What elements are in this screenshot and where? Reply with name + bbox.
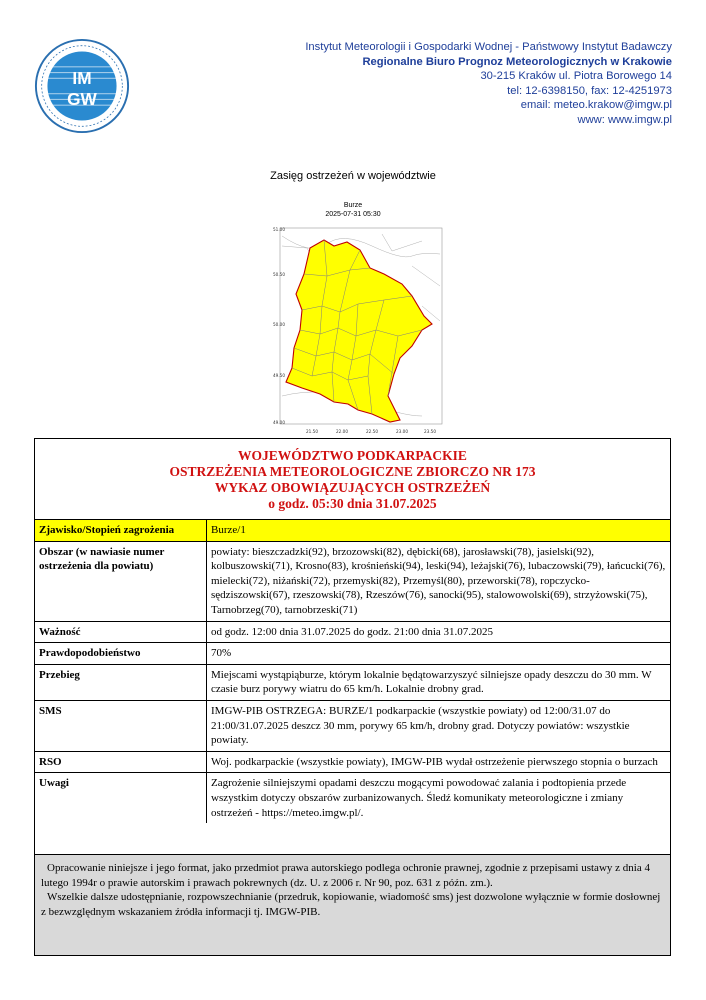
row-label: RSO [35, 751, 207, 773]
org-website: www: www.imgw.pl [577, 113, 672, 126]
row-value: od godz. 12:00 dnia 31.07.2025 do godz. 21:00 dnia 31.07.2025 [207, 621, 671, 643]
warning-table [35, 519, 670, 823]
organization-header [305, 40, 672, 128]
table-row [35, 643, 670, 665]
y-tick: 51.00 [273, 227, 285, 232]
report-heading [35, 439, 670, 519]
org-name: Instytut Meteorologii i Gospodarki Wodnej - Państwowy Instytut Badawczy [305, 41, 672, 53]
row-label: Zjawisko/Stopień zagrożenia [35, 520, 207, 542]
x-tick: 23.00 [396, 429, 408, 434]
x-tick: 21.50 [306, 429, 318, 434]
map-phenomenon: Burze [343, 202, 363, 209]
y-tick: 50.50 [273, 272, 285, 277]
table-row [35, 520, 670, 542]
map-title: Zasięg ostrzeżeń w województwie [270, 170, 436, 182]
warning-map [272, 226, 444, 438]
y-tick: 49.00 [273, 420, 285, 425]
redistribution-paragraph: Wszelkie dalsze udostępnianie, rozpowszechnianie (przedruk, kopiowanie, wiadomość sms) jest dozwolone wyłącznie w formie dosłownej z bezwzględnym wskazaniem źródła informacji tj. IMGW-PIB. [41, 891, 661, 918]
x-tick: 22.50 [366, 429, 378, 434]
report-number: OSTRZEŻENIA METEOROLOGICZNE ZBIORCZO NR 173 [169, 464, 536, 479]
row-value: 70% [207, 643, 671, 665]
copyright-notice [35, 854, 670, 955]
svg-text:IM: IM [72, 68, 92, 89]
x-tick: 22.00 [336, 429, 348, 434]
row-value: IMGW-PIB OSTRZEGA: BURZE/1 podkarpackie (wszystkie powiaty) od 12:00/31.07 do 21:00/31.07.2025 deszcz 30 mm, porywy 65 km/h, drobny grad. Dotyczy powiatów: wszystkie powiaty. [207, 700, 671, 751]
row-value: Burze/1 [207, 520, 671, 542]
row-value: Woj. podkarpackie (wszystkie powiaty), IMGW-PIB wydał ostrzeżenie pierwszego stopnia o burzach [207, 751, 671, 773]
row-value: powiaty: bieszczadzki(92), brzozowski(82), dębicki(68), jarosławski(78), jasielski(92), kolbuszowski(71), Krosno(83), krośnieński(94), leski(94), leżajski(76), lubaczowski(79), łańcucki(76), mielecki(72), niżański(72), przemyski(82), Przemyśl(80), przeworski(78), ropczycko-sędziszowski(67), rzeszowski(78), Rzeszów(76), sanocki(95), stalowowolski(69), strzyżowski(75), Tarnobrzeg(70), tarnobrzeski(71) [207, 541, 671, 621]
report-subtitle: WYKAZ OBOWIĄZUJĄCYCH OSTRZEŻEŃ [214, 480, 491, 495]
imgw-logo [34, 38, 130, 134]
table-row [35, 700, 670, 751]
row-label: Obszar (w nawiasie numer ostrzeżenia dla powiatu) [35, 541, 207, 621]
x-tick: 23.50 [424, 429, 436, 434]
warning-report [34, 438, 671, 956]
row-label: Przebieg [35, 664, 207, 700]
row-label: Ważność [35, 621, 207, 643]
map-subtitle [0, 201, 706, 219]
table-row [35, 541, 670, 621]
org-address: 30-215 Kraków ul. Piotra Borowego 14 [480, 70, 672, 83]
row-label: Uwagi [35, 773, 207, 823]
region-title: WOJEWÓDZTWO PODKARPACKIE [238, 448, 467, 463]
table-row [35, 751, 670, 773]
row-value: Miejscami wystąpiąburze, którym lokalnie będątowarzyszyć silniejsze opady deszczu do 30 mm. W czasie burz porywy wiatru do 65 km/h. Lokalnie drobny grad. [207, 664, 671, 700]
svg-text:GW: GW [67, 89, 97, 110]
row-label: Prawdopodobieństwo [35, 643, 207, 665]
row-label: SMS [35, 700, 207, 751]
row-value: Zagrożenie silniejszymi opadami deszczu mogącymi powodować zalania i podtopienia przede wszystkim dotyczy obszarów zurbanizowanych. Śledź komunikaty meteorologiczne i zmiany ostrzeżeń - https://meteo.imgw.pl/. [207, 773, 671, 823]
org-phone: tel: 12-6398150, fax: 12-4251973 [507, 84, 672, 97]
y-tick: 50.00 [273, 322, 285, 327]
org-office: Regionalne Biuro Prognoz Meteorologicznych w Krakowie [362, 55, 672, 68]
map-datetime: 2025-07-31 05:30 [325, 211, 381, 218]
report-time: o godz. 05:30 dnia 31.07.2025 [268, 496, 437, 511]
y-tick: 49.50 [273, 373, 285, 378]
copyright-paragraph: Opracowanie niniejsze i jego format, jako przedmiot prawa autorskiego podlega ochronie prawnej, zgodnie z przepisami ustawy z dnia 4 lutego 1994r o prawie autorskim i prawach pokrewnych (dz. U. z 2006 r. Nr 90, poz. 631 z późn. zm.). [41, 862, 650, 889]
table-row [35, 621, 670, 643]
table-row [35, 773, 670, 823]
org-email: email: meteo.krakow@imgw.pl [520, 99, 672, 112]
table-row [35, 664, 670, 700]
